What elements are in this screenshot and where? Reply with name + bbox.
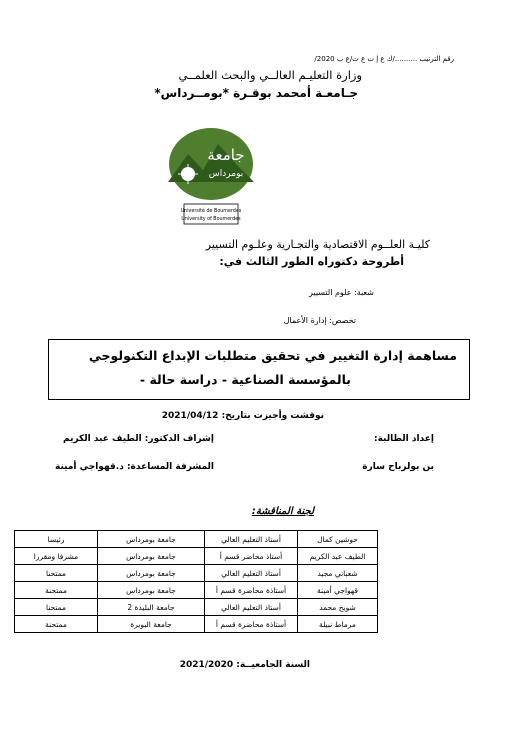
thesis-title-line-2: بالمؤسسة الصناعية - دراسة حالة - (139, 372, 351, 387)
member-rank: أستاذة محاضرة قسم أ (205, 582, 298, 599)
member-role: ممتحنا (15, 599, 98, 616)
logo-text-arabic-1: جامعة (207, 146, 245, 164)
specialty: تخصص: إدارة الأعمال (283, 316, 356, 325)
member-name: مرماط نبيلة (298, 616, 378, 633)
member-institution: جامعة البويرة (98, 616, 205, 633)
branch: شعبة: علوم التسيير (308, 288, 374, 297)
thesis-type: أطروحة دكتوراه الطور الثالث في: (219, 255, 404, 268)
ministry-name: وزارة التعليـم العالــي والبحث العلمــي (178, 68, 362, 82)
member-role: مشرفا ومقررا (15, 548, 98, 565)
member-role: ممتحنة (15, 582, 98, 599)
table-row (15, 599, 378, 616)
prepared-by-label: إعداد الطالبة: (374, 434, 434, 444)
member-rank: أستاذ التعليم العالي (205, 565, 298, 582)
table-row (15, 616, 378, 633)
committee-table (14, 530, 378, 633)
logo-caption-english: University of Boumerdes (181, 217, 241, 222)
table-row (15, 548, 378, 565)
committee-title: لجنة المناقشة: (251, 506, 314, 517)
member-name: الطيف عبد الكريم (298, 548, 378, 565)
member-name: شعباني مجيد (298, 565, 378, 582)
member-institution: جامعة بومرداس (98, 531, 205, 548)
student-name: بن بولرباح سارة (362, 462, 434, 472)
member-rank: أستاذ التعليم العالي (205, 599, 298, 616)
thesis-title-line-1: مساهمة إدارة التغيير في تحقيق متطلبات الإبداع التكنولوجي (88, 348, 457, 363)
reference-number: رقم الترتيب ........../ك ع إ ت ع ت/ع ب 2020/ (314, 55, 454, 63)
member-role: ممتحنا (15, 565, 98, 582)
co-supervisor: المشرفة المساعدة: د.قهواجي أمينة (55, 462, 214, 472)
university-name: جـامعـة أمحمد بوقـرة *بومــرداس* (154, 86, 358, 100)
member-institution: جامعة بومرداس (98, 548, 205, 565)
member-role: ممتحنة (15, 616, 98, 633)
faculty-name: كليـة العلــوم الاقتصادية والتجـارية وعلـوم التسيير (205, 238, 430, 251)
member-institution: جامعة بومرداس (98, 582, 205, 599)
member-role: رئيسا (15, 531, 98, 548)
university-logo (158, 124, 264, 230)
defense-date: نوقشت وأجيزت بتاريخ: 2021/04/12 (161, 411, 324, 421)
table-row (15, 565, 378, 582)
academic-year: السنة الجامعيــة: 2021/2020 (179, 660, 310, 670)
member-rank: أستاذ التعليم العالي (205, 531, 298, 548)
logo-text-arabic-2: بومرداس (208, 169, 244, 179)
member-institution: جامعة بومرداس (98, 565, 205, 582)
table-row (15, 531, 378, 548)
logo-caption-french: Université de Boumerdes (180, 209, 242, 214)
member-institution: جامعة البليدة 2 (98, 599, 205, 616)
supervisor: إشراف الدكتور: الطيف عبد الكريم (63, 434, 214, 444)
member-name: حوشين كمال (298, 531, 378, 548)
member-name: قهواجي أمينة (298, 582, 378, 599)
thesis-title-box (48, 339, 470, 400)
table-row (15, 582, 378, 599)
member-rank: أستاذة محاضرة قسم أ (205, 616, 298, 633)
member-name: شويخ محمد (298, 599, 378, 616)
member-rank: أستاذ محاضر قسم أ (205, 548, 298, 565)
